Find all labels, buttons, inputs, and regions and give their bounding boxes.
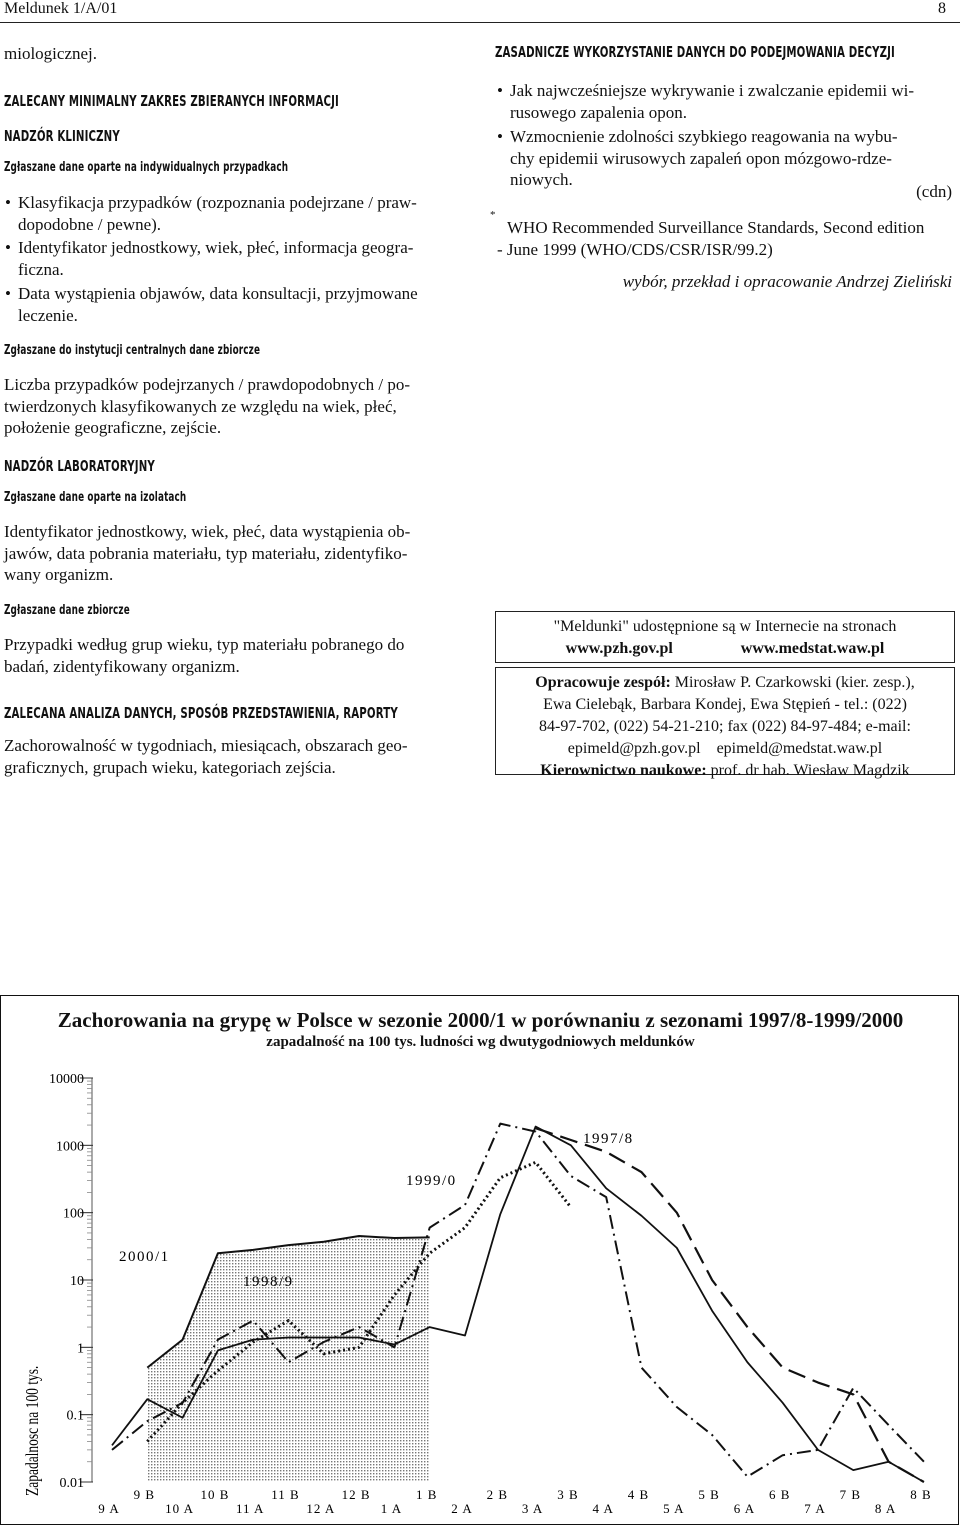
bullet-klasyfikacja: • Klasyfikacja przypadków (rozpoznania podejrzane / praw- dopodobne / pewne).	[18, 192, 417, 235]
series-label: 1997/8	[583, 1131, 634, 1147]
x-tick-label: 6 A	[733, 1501, 756, 1516]
footnote-marker: *	[490, 209, 496, 221]
bullet-identyfikator: • Identyfikator jednostkowy, wiek, płeć, informacja geogra- ficzna.	[18, 237, 413, 280]
continued-note: (cdn)	[916, 182, 952, 201]
editorial-team-box: Opracowuje zespół: Mirosław P. Czarkowski (kier. zesp.), Ewa Cielebąk, Barbara Kondej, Ewa Stępień - tel.: (022) 84-97-702, (022) 54-21-210; fax (022) 84-97-484; e-mail: epimeld@pzh.gov.pl epimeld@medstat.waw.pl Kierownictwo naukowe: prof. dr hab. Wiesław Magdzik	[495, 667, 955, 775]
x-tick-label: 5 A	[663, 1501, 685, 1516]
chart-svg	[1, 996, 958, 1524]
link-pzh[interactable]: www.pzh.gov.pl	[565, 640, 673, 657]
header-rule	[0, 22, 960, 23]
x-tick-label: 12 A	[306, 1501, 336, 1516]
bullet-wykrywanie: • Jak najwcześniejsze wykrywanie i zwalczanie epidemii wi- rusowego zapalenia opon.	[510, 80, 914, 123]
paragraph-identyfikator: Identyfikator jednostkowy, wiek, płeć, data wystąpienia ob- jawów, data pobrania materiału, typ materiału, zidentyfiko- wany organizm.	[4, 522, 411, 584]
x-tick-label: 1 A	[380, 1501, 403, 1516]
paragraph-zachorowalnosc: Zachorowalność w tygodniach, miesiącach, obszarach geo- graficznych, grupach wieku, kategoriach zejścia.	[4, 736, 408, 777]
series-label: 1998/9	[243, 1274, 294, 1290]
x-tick-label: 11 A	[235, 1501, 265, 1516]
email-addresses[interactable]: epimeld@pzh.gov.pl epimeld@medstat.waw.pl	[567, 740, 883, 757]
section-heading-analiza: ZALECANA ANALIZA DANYCH, SPOSÓB PRZEDSTAWIENIA, RAPORTY	[4, 704, 398, 722]
x-tick-label: 10 A	[165, 1501, 195, 1516]
link-medstat[interactable]: www.medstat.waw.pl	[740, 640, 885, 657]
x-tick-label: 2 B	[486, 1487, 509, 1502]
x-tick-label: 5 B	[698, 1487, 720, 1502]
subheading-izolaty: Zgłaszane dane oparte na izolatach	[4, 490, 187, 505]
series-label: 1999/0	[406, 1173, 457, 1189]
x-tick-label: 4 A	[592, 1501, 614, 1516]
bullet-reagowanie: • Wzmocnienie zdolności szybkiego reagowania na wybu- chy epidemii wirusowych zapaleń opon mózgowo-rdze- niowych.	[510, 126, 898, 191]
y-tick-label: 0.01	[59, 1476, 84, 1491]
y-tick-label: 100	[63, 1206, 84, 1222]
section-heading-zasadnicze: ZASADNICZE WYKORZYSTANIE DANYCH DO PODEJMOWANIA DECYZJI	[495, 43, 895, 61]
chart-subtitle: zapadalność na 100 tys. ludności wg dwutygodniowych meldunków	[266, 1034, 695, 1050]
section-heading-laboratoryjny: NADZÓR LABORATORYJNY	[4, 457, 155, 475]
running-header-left: Meldunek 1/A/01	[4, 0, 118, 17]
x-tick-label: 10 B	[200, 1487, 230, 1502]
translator-credit: wybór, przekład i opracowanie Andrzej Zieliński	[622, 272, 952, 291]
x-tick-label: 7 A	[804, 1501, 826, 1516]
footnote-who: WHO Recommended Surveillance Standards, Second edition - June 1999 (WHO/CDS/CSR/ISR/99.2)	[497, 218, 925, 259]
paragraph-przypadki: Przypadki według grup wieku, typ materiału pobranego do badań, zidentyfikowany organizm.	[4, 635, 405, 676]
x-tick-label: 3 A	[521, 1501, 544, 1516]
y-axis-label: Zapadalnosc na 100 tys.	[23, 1365, 43, 1496]
bullet-data: • Data wystąpienia objawów, data konsultacji, przyjmowane leczenie.	[18, 283, 418, 326]
intro-text: miologicznej.	[4, 44, 98, 63]
chart-title: Zachorowania na grypę w Polsce w sezonie 2000/1 w porównaniu z sezonami 1997/8-1999/2000	[57, 1008, 904, 1032]
x-tick-label: 1 B	[415, 1487, 438, 1502]
series-area-2000-1	[147, 1236, 429, 1482]
y-tick-label: 0.1	[66, 1408, 84, 1424]
x-tick-label: 8 B	[910, 1487, 932, 1502]
y-tick-label: 1	[77, 1341, 84, 1357]
subheading-indywidualne: Zgłaszane dane oparte na indywidualnych przypadkach	[4, 160, 289, 175]
x-tick-label: 4 B	[627, 1487, 650, 1502]
subheading-centralne: Zgłaszane do instytucji centralnych dane zbiorcze	[4, 343, 261, 358]
x-tick-label: 12 B	[341, 1487, 371, 1502]
internet-info-box: "Meldunki" udostępnione są w Internecie na stronach www.pzh.gov.pl www.medstat.waw.pl	[495, 611, 955, 663]
x-tick-label: 3 B	[557, 1487, 579, 1502]
x-tick-label: 7 B	[839, 1487, 862, 1502]
series-label: 2000/1	[119, 1249, 170, 1265]
y-tick-label: 1000	[56, 1139, 84, 1155]
series-line-1997-8-late	[536, 1128, 924, 1482]
x-tick-label: 6 B	[768, 1487, 791, 1502]
section-heading-zakres: ZALECANY MINIMALNY ZAKRES ZBIERANYCH INFORMACJI	[4, 92, 339, 110]
subheading-zbiorcze: Zgłaszane dane zbiorcze	[4, 603, 130, 618]
influenza-chart-frame	[0, 995, 959, 1525]
x-tick-label: 9 B	[133, 1487, 156, 1502]
x-tick-label: 11 B	[271, 1487, 300, 1502]
x-tick-label: 8 A	[874, 1501, 897, 1516]
section-heading-klinika: NADZÓR KLINICZNY	[4, 127, 120, 145]
x-tick-label: 2 A	[451, 1501, 473, 1516]
paragraph-liczba: Liczba przypadków podejrzanych / prawdopodobnych / po- twierdzonych klasyfikowanych ze względu na wiek, płeć, położenie geograficzne, zejście.	[4, 375, 410, 437]
x-tick-label: 9 A	[98, 1501, 120, 1516]
y-tick-label: 10	[70, 1274, 84, 1289]
page-number: 8	[938, 0, 946, 17]
y-tick-label: 10000	[49, 1072, 84, 1087]
